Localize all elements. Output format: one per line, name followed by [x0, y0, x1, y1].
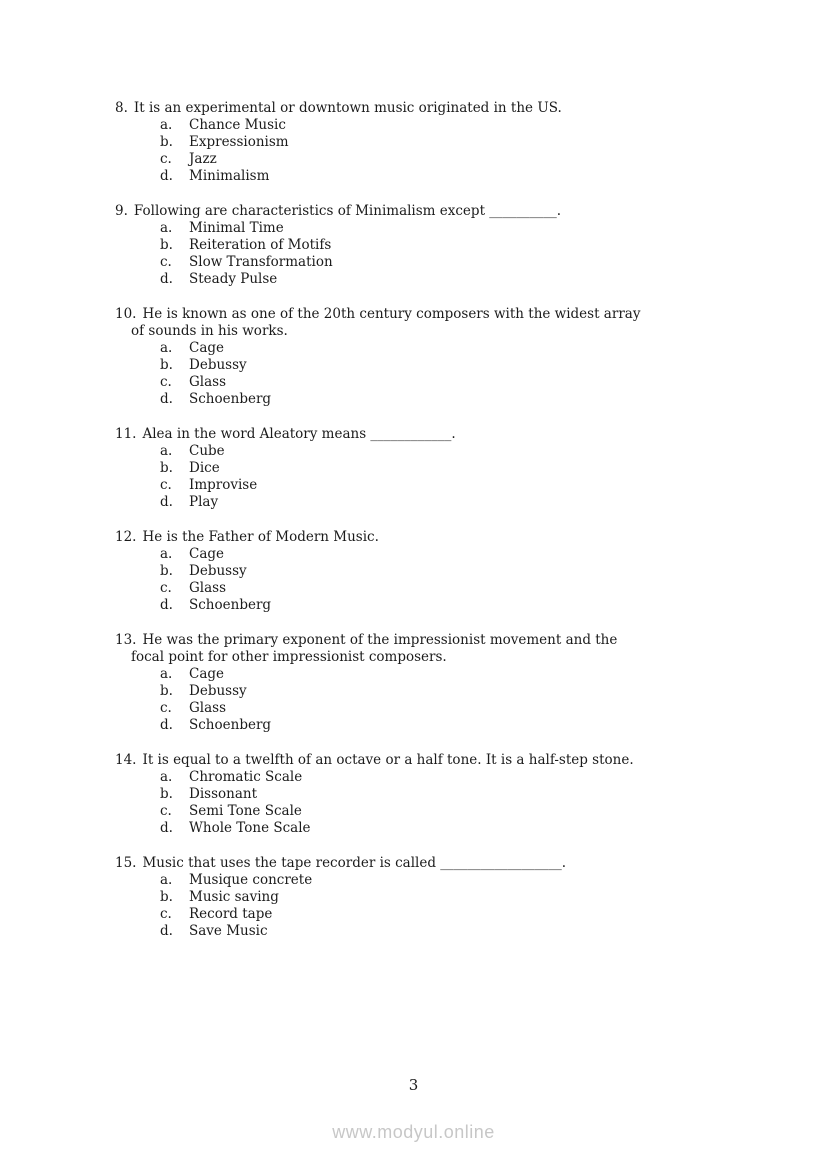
- option-label: Music saving: [189, 889, 279, 905]
- question-first-line: [115, 306, 797, 323]
- option-letter: d.: [160, 391, 173, 407]
- question-text: [115, 426, 797, 443]
- option-label: Cage: [189, 546, 225, 562]
- option-row: [115, 271, 797, 288]
- question-text: [115, 529, 797, 546]
- option-row: [115, 237, 797, 254]
- question-block: [115, 529, 797, 614]
- question-first-line: [115, 426, 797, 443]
- option-letter: c.: [160, 700, 172, 716]
- option-label: Chance Music: [189, 117, 286, 133]
- option-label: Debussy: [189, 563, 247, 579]
- watermark: www.modyul.online: [332, 1122, 495, 1142]
- option-label: Expressionism: [189, 134, 289, 150]
- question-text: [115, 632, 797, 666]
- option-row: [115, 460, 797, 477]
- option-label: Dissonant: [189, 786, 257, 802]
- question-text-line: Following are characteristics of Minimalism except __________.: [133, 203, 562, 219]
- option-list: [115, 546, 797, 614]
- question-number: 12.: [115, 529, 137, 545]
- option-row: [115, 546, 797, 563]
- option-row: [115, 923, 797, 940]
- option-label: Dice: [189, 460, 220, 476]
- option-list: [115, 666, 797, 734]
- option-label: Play: [189, 494, 219, 510]
- option-row: [115, 563, 797, 580]
- question-text-line: Music that uses the tape recorder is called __________________.: [142, 855, 567, 871]
- question-text-line: Alea in the word Aleatory means ____________.: [142, 426, 456, 442]
- option-label: Save Music: [189, 923, 268, 939]
- option-row: [115, 872, 797, 889]
- question-number: 9.: [115, 203, 128, 219]
- option-letter: a.: [160, 666, 173, 682]
- option-letter: b.: [160, 460, 173, 476]
- option-letter: b.: [160, 563, 173, 579]
- option-letter: a.: [160, 769, 173, 785]
- option-row: [115, 357, 797, 374]
- option-letter: c.: [160, 254, 172, 270]
- question-block: [115, 100, 797, 185]
- option-row: [115, 220, 797, 237]
- option-row: [115, 666, 797, 683]
- question-text: [115, 752, 797, 769]
- option-letter: a.: [160, 872, 173, 888]
- question-first-line: [115, 855, 797, 872]
- option-letter: b.: [160, 237, 173, 253]
- option-letter: c.: [160, 374, 172, 390]
- question-text-line: He is known as one of the 20th century composers with the widest array: [142, 306, 641, 322]
- option-label: Improvise: [189, 477, 258, 493]
- option-row: [115, 580, 797, 597]
- question-text: [115, 203, 797, 220]
- question-number: 10.: [115, 306, 137, 322]
- option-letter: b.: [160, 357, 173, 373]
- option-label: Jazz: [189, 151, 217, 167]
- option-row: [115, 168, 797, 185]
- option-label: Debussy: [189, 683, 247, 699]
- option-list: [115, 872, 797, 940]
- question-text: [115, 306, 797, 340]
- option-letter: a.: [160, 443, 173, 459]
- question-number: 11.: [115, 426, 137, 442]
- option-row: [115, 340, 797, 357]
- option-row: [115, 151, 797, 168]
- option-list: [115, 220, 797, 288]
- question-number: 15.: [115, 855, 137, 871]
- option-row: [115, 443, 797, 460]
- question-text-line: He was the primary exponent of the impressionist movement and the: [142, 632, 618, 648]
- option-label: Schoenberg: [189, 391, 272, 407]
- option-letter: b.: [160, 889, 173, 905]
- option-row: [115, 597, 797, 614]
- option-label: Chromatic Scale: [189, 769, 303, 785]
- option-row: [115, 700, 797, 717]
- option-row: [115, 477, 797, 494]
- option-label: Cage: [189, 666, 225, 682]
- option-letter: c.: [160, 803, 172, 819]
- question-block: [115, 203, 797, 288]
- option-label: Schoenberg: [189, 597, 272, 613]
- question-text-line: He is the Father of Modern Music.: [142, 529, 379, 545]
- question-text-line: It is equal to a twelfth of an octave or a half tone. It is a half-step stone.: [142, 752, 634, 768]
- question-number: 14.: [115, 752, 137, 768]
- option-letter: c.: [160, 580, 172, 596]
- question-text: [115, 100, 797, 117]
- option-letter: d.: [160, 923, 173, 939]
- option-letter: a.: [160, 117, 173, 133]
- question-number: 8.: [115, 100, 128, 116]
- option-list: [115, 443, 797, 511]
- option-letter: d.: [160, 597, 173, 613]
- option-label: Whole Tone Scale: [189, 820, 311, 836]
- question-first-line: [115, 529, 797, 546]
- question-block: [115, 855, 797, 940]
- option-letter: b.: [160, 683, 173, 699]
- option-label: Musique concrete: [189, 872, 313, 888]
- option-letter: d.: [160, 271, 173, 287]
- option-label: Debussy: [189, 357, 247, 373]
- option-row: [115, 134, 797, 151]
- option-row: [115, 820, 797, 837]
- option-row: [115, 717, 797, 734]
- option-label: Reiteration of Motifs: [189, 237, 332, 253]
- option-row: [115, 786, 797, 803]
- option-row: [115, 374, 797, 391]
- option-letter: d.: [160, 168, 173, 184]
- option-label: Glass: [189, 580, 227, 596]
- option-row: [115, 769, 797, 786]
- option-label: Record tape: [189, 906, 273, 922]
- option-row: [115, 117, 797, 134]
- question-text-line: of sounds in his works.: [131, 323, 288, 339]
- option-letter: b.: [160, 134, 173, 150]
- option-list: [115, 769, 797, 837]
- option-label: Semi Tone Scale: [189, 803, 302, 819]
- question-text-line: focal point for other impressionist composers.: [131, 649, 447, 665]
- option-row: [115, 906, 797, 923]
- page-number: 3: [408, 1076, 419, 1094]
- option-label: Glass: [189, 700, 227, 716]
- question-first-line: [115, 632, 797, 649]
- option-list: [115, 340, 797, 408]
- question-first-line: [115, 100, 797, 117]
- option-row: [115, 889, 797, 906]
- questions: [115, 100, 797, 958]
- option-letter: b.: [160, 786, 173, 802]
- option-letter: a.: [160, 220, 173, 236]
- question-block: [115, 752, 797, 837]
- option-letter: c.: [160, 151, 172, 167]
- option-row: [115, 254, 797, 271]
- option-label: Slow Transformation: [189, 254, 333, 270]
- question-block: [115, 426, 797, 511]
- question-block: [115, 632, 797, 734]
- question-number: 13.: [115, 632, 137, 648]
- option-letter: c.: [160, 477, 172, 493]
- option-list: [115, 117, 797, 185]
- option-label: Steady Pulse: [189, 271, 278, 287]
- option-letter: d.: [160, 820, 173, 836]
- option-label: Minimalism: [189, 168, 270, 184]
- option-label: Glass: [189, 374, 227, 390]
- option-label: Minimal Time: [189, 220, 284, 236]
- option-row: [115, 391, 797, 408]
- option-letter: a.: [160, 340, 173, 356]
- option-label: Cage: [189, 340, 225, 356]
- option-row: [115, 494, 797, 511]
- question-first-line: [115, 203, 797, 220]
- option-label: Schoenberg: [189, 717, 272, 733]
- option-row: [115, 803, 797, 820]
- option-letter: d.: [160, 717, 173, 733]
- option-label: Cube: [189, 443, 225, 459]
- question-first-line: [115, 752, 797, 769]
- option-letter: a.: [160, 546, 173, 562]
- question-text: [115, 855, 797, 872]
- question-text-line: It is an experimental or downtown music originated in the US.: [133, 100, 562, 116]
- option-row: [115, 683, 797, 700]
- option-letter: d.: [160, 494, 173, 510]
- question-block: [115, 306, 797, 408]
- option-letter: c.: [160, 906, 172, 922]
